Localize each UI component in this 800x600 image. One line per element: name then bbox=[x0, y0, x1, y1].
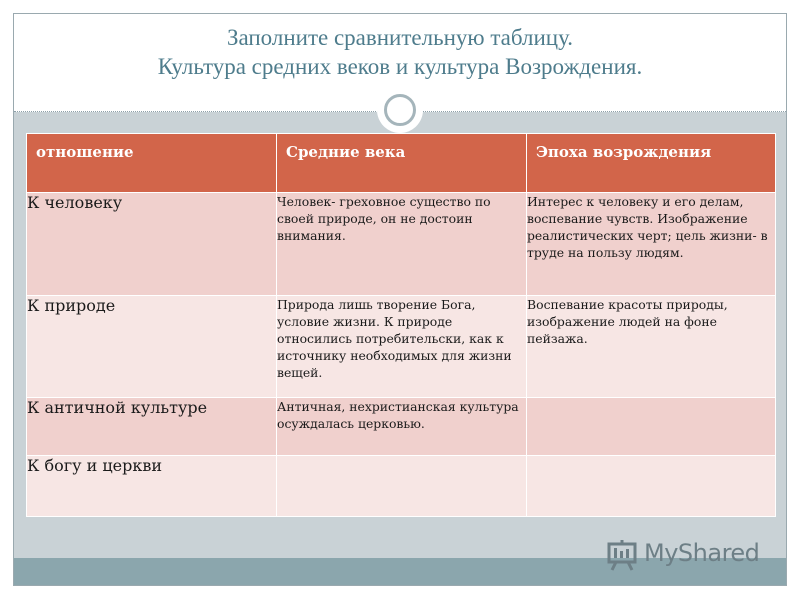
watermark-text: MyShared bbox=[644, 539, 760, 567]
presentation-board-icon bbox=[606, 539, 640, 571]
decorative-ring-icon bbox=[384, 94, 416, 126]
watermark-logo bbox=[606, 537, 776, 573]
row-label: К богу и церкви bbox=[27, 456, 277, 517]
table-header-row bbox=[27, 134, 776, 193]
middle-ages-cell: Античная, нехристианская культура осуждалась церковью. bbox=[277, 398, 527, 456]
row-label: К человеку bbox=[27, 193, 277, 296]
renaissance-cell bbox=[527, 398, 776, 456]
middle-ages-cell: Природа лишь творение Бога, условие жизни. К природе относились потребительски, как к источнику необходимых для жизни вещей. bbox=[277, 296, 527, 398]
slide-title-line-1: Заполните сравнительную таблицу. bbox=[226, 25, 574, 50]
slide-title-line-2: Культура средних веков и культура Возрождения. bbox=[157, 54, 643, 79]
header-middle-ages: Средние века bbox=[277, 134, 527, 193]
row-label: К античной культуре bbox=[27, 398, 277, 456]
middle-ages-cell: Человек- греховное существо по своей природе, он не достоин внимания. bbox=[277, 193, 527, 296]
renaissance-cell bbox=[527, 456, 776, 517]
table-row bbox=[27, 456, 776, 517]
header-relation: отношение bbox=[27, 134, 277, 193]
row-label: К природе bbox=[27, 296, 277, 398]
renaissance-cell: Интерес к человеку и его делам, воспевание чувств. Изображение реалистических черт; цель жизни- в труде на пользу людям. bbox=[527, 193, 776, 296]
renaissance-cell: Воспевание красоты природы, изображение людей на фоне пейзажа. bbox=[527, 296, 776, 398]
header-renaissance: Эпоха возрождения bbox=[527, 134, 776, 193]
middle-ages-cell bbox=[277, 456, 527, 517]
comparison-table bbox=[26, 133, 776, 517]
table-row bbox=[27, 193, 776, 296]
table-row bbox=[27, 296, 776, 398]
table-row bbox=[27, 398, 776, 456]
